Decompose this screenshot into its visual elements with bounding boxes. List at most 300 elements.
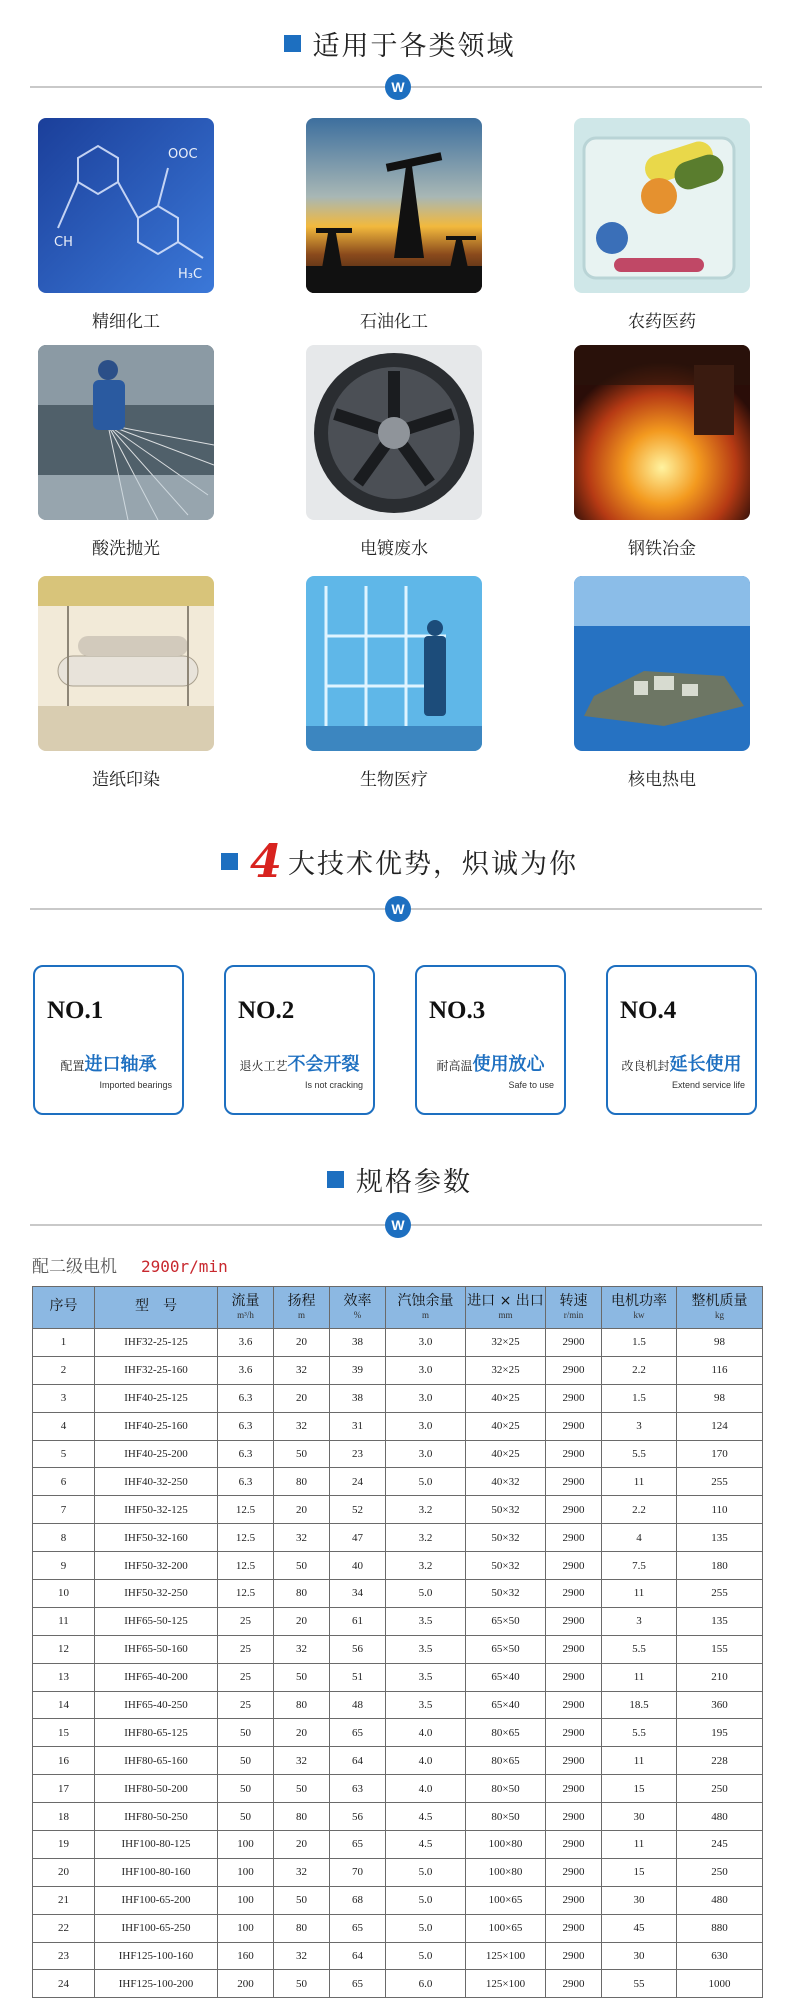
table-row [33,1803,763,1831]
column-header: 转速 r/min [546,1287,602,1329]
table-cell: 80×65 [466,1747,546,1775]
table-cell: 5.0 [386,1468,466,1496]
advantage-number: NO.2 [238,997,295,1024]
table-cell: 255 [677,1580,763,1608]
field-card [306,118,482,332]
table-cell: 23 [330,1440,386,1468]
table-cell: 1.5 [602,1329,677,1357]
table-row [33,1607,763,1635]
table-cell: 2900 [546,1440,602,1468]
table-cell: 50×32 [466,1524,546,1552]
table-cell: 12 [33,1635,95,1663]
advantage-english: Imported bearings [99,1080,172,1090]
advantage-card [33,965,184,1115]
table-cell: 32 [274,1635,330,1663]
table-cell: 32×25 [466,1329,546,1357]
table-cell: 228 [677,1747,763,1775]
table-cell: 100×65 [466,1886,546,1914]
table-cell: 100 [218,1914,274,1942]
table-cell: 80 [274,1914,330,1942]
table-row [33,1384,763,1412]
advantage-english: Safe to use [508,1080,554,1090]
chemistry-image [38,118,214,293]
advantage-highlight: 使用放心 [472,1054,545,1075]
table-cell: 68 [330,1886,386,1914]
table-cell: 12.5 [218,1552,274,1580]
table-cell: 10 [33,1580,95,1608]
table-cell: 2900 [546,1524,602,1552]
table-cell: 65 [330,1719,386,1747]
svg-text:OOC: OOC [168,147,198,162]
table-cell: 25 [218,1607,274,1635]
table-cell: IHF65-40-200 [95,1663,218,1691]
table-cell: 1 [33,1329,95,1357]
section-specs-header [0,1160,799,1199]
table-cell: 11 [602,1747,677,1775]
table-cell: IHF80-50-250 [95,1803,218,1831]
table-cell: IHF125-100-200 [95,1970,218,1998]
field-label: 酸洗抛光 [92,539,160,559]
table-cell: 2900 [546,1719,602,1747]
field-label: 农药医药 [628,312,696,332]
table-cell: 18.5 [602,1691,677,1719]
table-cell: 6 [33,1468,95,1496]
power-plant-image [574,576,750,751]
table-cell: 3.6 [218,1329,274,1357]
table-row [33,1775,763,1803]
table-cell: IHF50-32-125 [95,1496,218,1524]
table-cell: 20 [274,1496,330,1524]
section-applications-header [0,24,799,63]
table-cell: 61 [330,1607,386,1635]
table-cell: 6.0 [386,1970,466,1998]
table-row [33,1412,763,1440]
table-cell: 210 [677,1663,763,1691]
field-label: 造纸印染 [92,770,160,790]
table-cell: 55 [602,1970,677,1998]
column-header: 汽蚀余量 m [386,1287,466,1329]
table-row [33,1496,763,1524]
table-cell: 3.2 [386,1552,466,1580]
table-cell: 125×100 [466,1942,546,1970]
table-cell: 25 [218,1663,274,1691]
table-cell: 3.0 [386,1329,466,1357]
table-header-row [33,1287,763,1329]
table-cell: 50 [274,1775,330,1803]
field-card [38,118,214,332]
table-cell: 22 [33,1914,95,1942]
table-cell: 3.5 [386,1607,466,1635]
table-cell: 52 [330,1496,386,1524]
table-cell: IHF50-32-200 [95,1552,218,1580]
table-cell: 20 [274,1831,330,1859]
w-logo-icon: W [385,1212,411,1238]
table-cell: 40 [330,1552,386,1580]
table-cell: 2900 [546,1552,602,1580]
table-cell: 30 [602,1886,677,1914]
table-cell: 124 [677,1412,763,1440]
table-cell: 47 [330,1524,386,1552]
table-cell: 5.5 [602,1719,677,1747]
table-cell: 3.5 [386,1691,466,1719]
table-cell: 2900 [546,1803,602,1831]
field-label: 钢铁冶金 [628,539,696,559]
table-cell: 50 [274,1886,330,1914]
table-cell: 65 [330,1970,386,1998]
table-cell: 80×65 [466,1719,546,1747]
column-header: 型 号 [95,1287,218,1329]
column-header: 流量 m³/h [218,1287,274,1329]
table-row [33,1942,763,1970]
table-cell: 15 [602,1775,677,1803]
table-cell: 2900 [546,1468,602,1496]
table-cell: 40×32 [466,1468,546,1496]
table-cell: 4.5 [386,1831,466,1859]
table-cell: 3 [602,1412,677,1440]
big-number: 4 [249,834,284,888]
table-cell: 2.2 [602,1496,677,1524]
table-cell: 360 [677,1691,763,1719]
table-cell: 100×80 [466,1831,546,1859]
table-cell: 6.3 [218,1468,274,1496]
table-cell: 3.2 [386,1524,466,1552]
table-cell: 50 [218,1775,274,1803]
table-cell: 4.5 [386,1803,466,1831]
table-cell: 15 [602,1858,677,1886]
table-cell: 2900 [546,1496,602,1524]
table-cell: 125×100 [466,1970,546,1998]
table-row [33,1356,763,1384]
field-card [574,345,750,559]
table-cell: 15 [33,1719,95,1747]
table-cell: 80×50 [466,1803,546,1831]
table-cell: 19 [33,1831,95,1859]
advantage-number: NO.4 [620,997,677,1024]
table-cell: 155 [677,1635,763,1663]
table-cell: 4.0 [386,1747,466,1775]
table-cell: 20 [274,1384,330,1412]
table-cell: 2900 [546,1747,602,1775]
advantage-prefix: 改良机封 [621,1059,670,1073]
table-cell: IHF40-32-250 [95,1468,218,1496]
table-cell: 32 [274,1524,330,1552]
table-cell: 20 [274,1329,330,1357]
table-cell: 2900 [546,1329,602,1357]
table-cell: 80 [274,1580,330,1608]
column-header: 电机功率 kw [602,1287,677,1329]
table-cell: 2900 [546,1607,602,1635]
table-cell: 11 [602,1663,677,1691]
table-cell: 880 [677,1914,763,1942]
table-row [33,1970,763,1998]
table-cell: 6.3 [218,1384,274,1412]
table-cell: 80 [274,1691,330,1719]
w-logo-icon: W [385,74,411,100]
table-cell: 4 [602,1524,677,1552]
table-cell: 24 [330,1468,386,1496]
table-cell: 13 [33,1663,95,1691]
table-cell: 45 [602,1914,677,1942]
table-cell: 9 [33,1552,95,1580]
advantage-card [224,965,375,1115]
table-cell: 11 [602,1831,677,1859]
table-cell: 180 [677,1552,763,1580]
table-cell: 5.0 [386,1858,466,1886]
table-cell: IHF100-80-125 [95,1831,218,1859]
advantage-prefix: 耐高温 [436,1059,473,1073]
table-cell: 20 [274,1607,330,1635]
table-row [33,1914,763,1942]
table-row [33,1468,763,1496]
table-cell: IHF80-50-200 [95,1775,218,1803]
table-cell: 56 [330,1803,386,1831]
table-cell: 245 [677,1831,763,1859]
table-cell: 65×40 [466,1691,546,1719]
table-cell: IHF80-65-160 [95,1747,218,1775]
motor-info [32,1252,228,1277]
table-cell: 3 [33,1384,95,1412]
table-row [33,1524,763,1552]
table-row [33,1719,763,1747]
table-cell: 3.5 [386,1663,466,1691]
table-body [33,1329,763,1998]
square-bullet-icon [221,853,238,870]
table-row [33,1747,763,1775]
table-row [33,1858,763,1886]
table-cell: 63 [330,1775,386,1803]
table-cell: 630 [677,1942,763,1970]
table-cell: 70 [330,1858,386,1886]
table-cell: 32 [274,1942,330,1970]
table-cell: 38 [330,1384,386,1412]
field-card [574,118,750,332]
molten-steel-image [574,345,750,520]
table-cell: 1.5 [602,1384,677,1412]
table-cell: 39 [330,1356,386,1384]
field-card [38,345,214,559]
table-cell: 6.3 [218,1412,274,1440]
table-cell: 65 [330,1914,386,1942]
table-cell: 25 [218,1635,274,1663]
table-cell: 2900 [546,1635,602,1663]
table-cell: 2900 [546,1970,602,1998]
table-cell: 3.0 [386,1356,466,1384]
table-cell: 64 [330,1747,386,1775]
field-label: 石油化工 [360,312,428,332]
table-cell: IHF40-25-160 [95,1412,218,1440]
table-row [33,1580,763,1608]
table-cell: 51 [330,1663,386,1691]
table-row [33,1691,763,1719]
table-cell: 14 [33,1691,95,1719]
table-cell: IHF125-100-160 [95,1942,218,1970]
section-advantages-header [0,834,799,888]
table-cell: IHF100-80-160 [95,1858,218,1886]
table-cell: 1000 [677,1970,763,1998]
table-cell: 80 [274,1468,330,1496]
table-cell: 32×25 [466,1356,546,1384]
table-cell: 2900 [546,1691,602,1719]
table-cell: 65×40 [466,1663,546,1691]
table-cell: 31 [330,1412,386,1440]
table-cell: 170 [677,1440,763,1468]
table-cell: 3.6 [218,1356,274,1384]
table-cell: 4 [33,1412,95,1440]
table-cell: IHF65-50-160 [95,1635,218,1663]
table-cell: 480 [677,1886,763,1914]
table-cell: 65×50 [466,1607,546,1635]
table-cell: 5.0 [386,1886,466,1914]
table-cell: 50×32 [466,1552,546,1580]
table-cell: 17 [33,1775,95,1803]
table-cell: 11 [602,1468,677,1496]
table-cell: 3.0 [386,1412,466,1440]
table-cell: IHF40-25-125 [95,1384,218,1412]
section-title: 适用于各类领域 [312,31,516,62]
table-cell: 20 [274,1719,330,1747]
table-cell: 21 [33,1886,95,1914]
motor-label: 配二级电机 [32,1257,117,1277]
table-row [33,1329,763,1357]
column-header: 进口 × 出口 mm [466,1287,546,1329]
table-cell: 3.2 [386,1496,466,1524]
table-cell: IHF50-32-250 [95,1580,218,1608]
table-cell: 2900 [546,1914,602,1942]
table-cell: 3.5 [386,1635,466,1663]
advantage-prefix: 配置 [60,1059,85,1073]
table-cell: 23 [33,1942,95,1970]
table-cell: 250 [677,1858,763,1886]
motor-rpm: 2900r/min [141,1257,228,1276]
advantage-card [415,965,566,1115]
table-cell: 5.0 [386,1580,466,1608]
table-cell: 2.2 [602,1356,677,1384]
paper-mill-image [38,576,214,751]
field-card [306,345,482,559]
column-header: 整机质量 kg [677,1287,763,1329]
grinding-image [38,345,214,520]
table-cell: 2 [33,1356,95,1384]
advantage-card [606,965,757,1115]
table-cell: 116 [677,1356,763,1384]
table-cell: 160 [218,1942,274,1970]
table-cell: 98 [677,1329,763,1357]
table-cell: 12.5 [218,1524,274,1552]
table-cell: 2900 [546,1858,602,1886]
table-cell: 65 [330,1831,386,1859]
table-cell: 5.0 [386,1914,466,1942]
oil-pump-image [306,118,482,293]
field-label: 精细化工 [92,312,160,332]
table-cell: 135 [677,1524,763,1552]
table-cell: 2900 [546,1356,602,1384]
table-cell: 32 [274,1412,330,1440]
table-cell: 2900 [546,1831,602,1859]
table-cell: 2900 [546,1942,602,1970]
table-cell: 25 [218,1691,274,1719]
table-row [33,1552,763,1580]
table-cell: 2900 [546,1580,602,1608]
table-cell: 250 [677,1775,763,1803]
table-cell: 8 [33,1524,95,1552]
section-title: 规格参数 [356,1167,472,1198]
svg-text:H₃C: H₃C [178,267,203,282]
table-cell: 7.5 [602,1552,677,1580]
table-cell: 98 [677,1384,763,1412]
field-label: 电镀废水 [360,539,428,559]
table-cell: 5 [33,1440,95,1468]
advantage-highlight: 不会开裂 [287,1054,360,1075]
table-cell: 6.3 [218,1440,274,1468]
table-cell: 480 [677,1803,763,1831]
table-cell: 2900 [546,1775,602,1803]
table-cell: 50 [274,1552,330,1580]
table-cell: 100 [218,1886,274,1914]
table-cell: IHF65-40-250 [95,1691,218,1719]
table-cell: 5.0 [386,1942,466,1970]
section-title: 大技术优势，炽诚为你 [288,848,578,880]
table-cell: 32 [274,1858,330,1886]
pills-image [574,118,750,293]
table-cell: 40×25 [466,1412,546,1440]
table-cell: 34 [330,1580,386,1608]
w-logo-icon: W [385,896,411,922]
table-cell: 56 [330,1635,386,1663]
field-label: 核电热电 [628,770,696,790]
table-cell: 50×32 [466,1580,546,1608]
table-row [33,1663,763,1691]
advantage-highlight: 延长使用 [669,1054,742,1075]
advantage-prefix: 退火工艺 [239,1059,288,1073]
table-cell: 50 [218,1719,274,1747]
table-row [33,1831,763,1859]
field-card [306,576,482,790]
table-cell: 3.0 [386,1440,466,1468]
column-header: 扬程 m [274,1287,330,1329]
table-cell: 20 [33,1858,95,1886]
table-cell: 80×50 [466,1775,546,1803]
table-cell: 5.5 [602,1635,677,1663]
table-cell: 255 [677,1468,763,1496]
spec-table [32,1286,763,1998]
table-cell: 3.0 [386,1384,466,1412]
advantage-english: Extend service life [671,1080,745,1090]
table-cell: IHF100-65-250 [95,1914,218,1942]
field-card [38,576,214,790]
field-card [574,576,750,790]
table-row [33,1886,763,1914]
table-cell: 100 [218,1858,274,1886]
advantage-number: NO.3 [429,997,486,1024]
table-cell: 64 [330,1942,386,1970]
table-cell: 18 [33,1803,95,1831]
table-cell: 12.5 [218,1496,274,1524]
table-cell: 7 [33,1496,95,1524]
square-bullet-icon [327,1171,344,1188]
table-cell: 4.0 [386,1719,466,1747]
table-cell: IHF65-50-125 [95,1607,218,1635]
table-cell: 48 [330,1691,386,1719]
table-cell: 100 [218,1831,274,1859]
column-header: 序号 [33,1287,95,1329]
table-cell: IHF32-25-125 [95,1329,218,1357]
table-cell: 2900 [546,1412,602,1440]
table-cell: 2900 [546,1663,602,1691]
table-cell: 38 [330,1329,386,1357]
table-cell: IHF32-25-160 [95,1356,218,1384]
table-row [33,1635,763,1663]
table-cell: 50 [274,1663,330,1691]
